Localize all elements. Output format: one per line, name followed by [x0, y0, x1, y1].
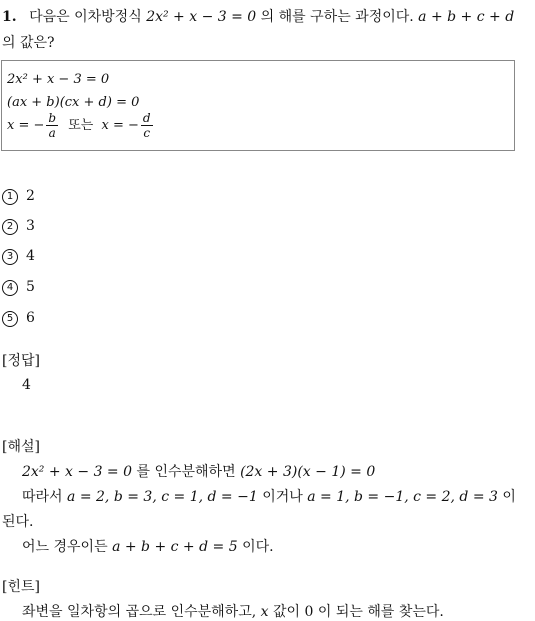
choice-2-value: 3 — [26, 218, 35, 234]
choice-5-value: 6 — [26, 310, 35, 326]
answer-label: [정답] — [2, 353, 40, 369]
explanation-equation: 2x² + x − 3 = 0 — [22, 464, 133, 480]
fraction-b-over-a — [46, 111, 58, 140]
hint-text — [22, 601, 444, 621]
given-line-1: 2x² + x − 3 = 0 — [7, 72, 110, 87]
question-ask-expr: a + b + c + d — [418, 9, 515, 25]
choice-5[interactable] — [2, 308, 35, 328]
explanation-set-2: a = 1, b = −1, c = 2, d = 3 — [307, 489, 498, 505]
explanation-line-2 — [22, 486, 516, 506]
hint-label: [힌트] — [2, 579, 40, 595]
frac2-numerator: d — [142, 111, 151, 125]
choice-4-marker: 4 — [2, 280, 18, 296]
explanation-is: 이다. — [242, 539, 274, 555]
given-line-3 — [7, 111, 155, 140]
explanation-factored: (2x + 3)(x − 1) = 0 — [240, 464, 376, 480]
given-root-2-prefix: x = − — [101, 118, 139, 133]
hint-variable: x — [260, 604, 269, 620]
given-or-text: 또는 — [68, 118, 94, 133]
given-process-box — [1, 60, 515, 151]
question-prompt-mid: 의 해를 구하는 과정이다. — [260, 9, 414, 25]
choice-3-marker: 3 — [2, 249, 18, 265]
answer-value: 4 — [22, 377, 31, 393]
explanation-factor-text: 를 인수분해하면 — [136, 464, 236, 480]
explanation-particle: 이 — [502, 489, 516, 505]
given-line-2: (ax + b)(cx + d) = 0 — [7, 95, 140, 110]
question-number: 1. — [2, 9, 17, 25]
explanation-either-case: 어느 경우이든 — [22, 539, 108, 555]
choice-4[interactable] — [2, 277, 35, 297]
explanation-set-1: a = 2, b = 3, c = 1, d = −1 — [67, 489, 258, 505]
choice-1-marker: 1 — [2, 189, 18, 205]
fraction-d-over-c — [141, 111, 153, 140]
given-root-1-prefix: x = − — [7, 118, 45, 133]
hint-text-a: 좌변을 일차항의 곱으로 인수분해하고, — [22, 604, 257, 620]
explanation-line-1 — [22, 461, 375, 481]
choice-1-value: 2 — [26, 188, 35, 204]
choice-5-marker: 5 — [2, 311, 18, 327]
frac1-numerator: b — [48, 111, 57, 125]
choice-3-value: 4 — [26, 248, 35, 264]
explanation-therefore: 따라서 — [22, 489, 63, 505]
frac1-denominator: a — [48, 126, 56, 140]
explanation-or: 이거나 — [262, 489, 303, 505]
question-prompt: 다음은 이차방정식 — [29, 9, 142, 25]
question-prompt-end: 의 값은? — [2, 35, 55, 51]
question-equation: 2x² + x − 3 = 0 — [146, 9, 257, 25]
choice-4-value: 5 — [26, 279, 35, 295]
question-text — [2, 4, 534, 56]
frac2-denominator: c — [143, 126, 151, 140]
explanation-line-4 — [22, 536, 274, 556]
choice-2-marker: 2 — [2, 219, 18, 235]
explanation-label: [해설] — [2, 439, 40, 455]
choice-1[interactable] — [2, 186, 35, 206]
choice-2[interactable] — [2, 216, 35, 236]
choice-3[interactable] — [2, 246, 35, 266]
explanation-line-3: 된다. — [2, 514, 34, 530]
hint-text-b: 값이 0 이 되는 해를 찾는다. — [273, 604, 444, 620]
explanation-sum: a + b + c + d = 5 — [112, 539, 238, 555]
